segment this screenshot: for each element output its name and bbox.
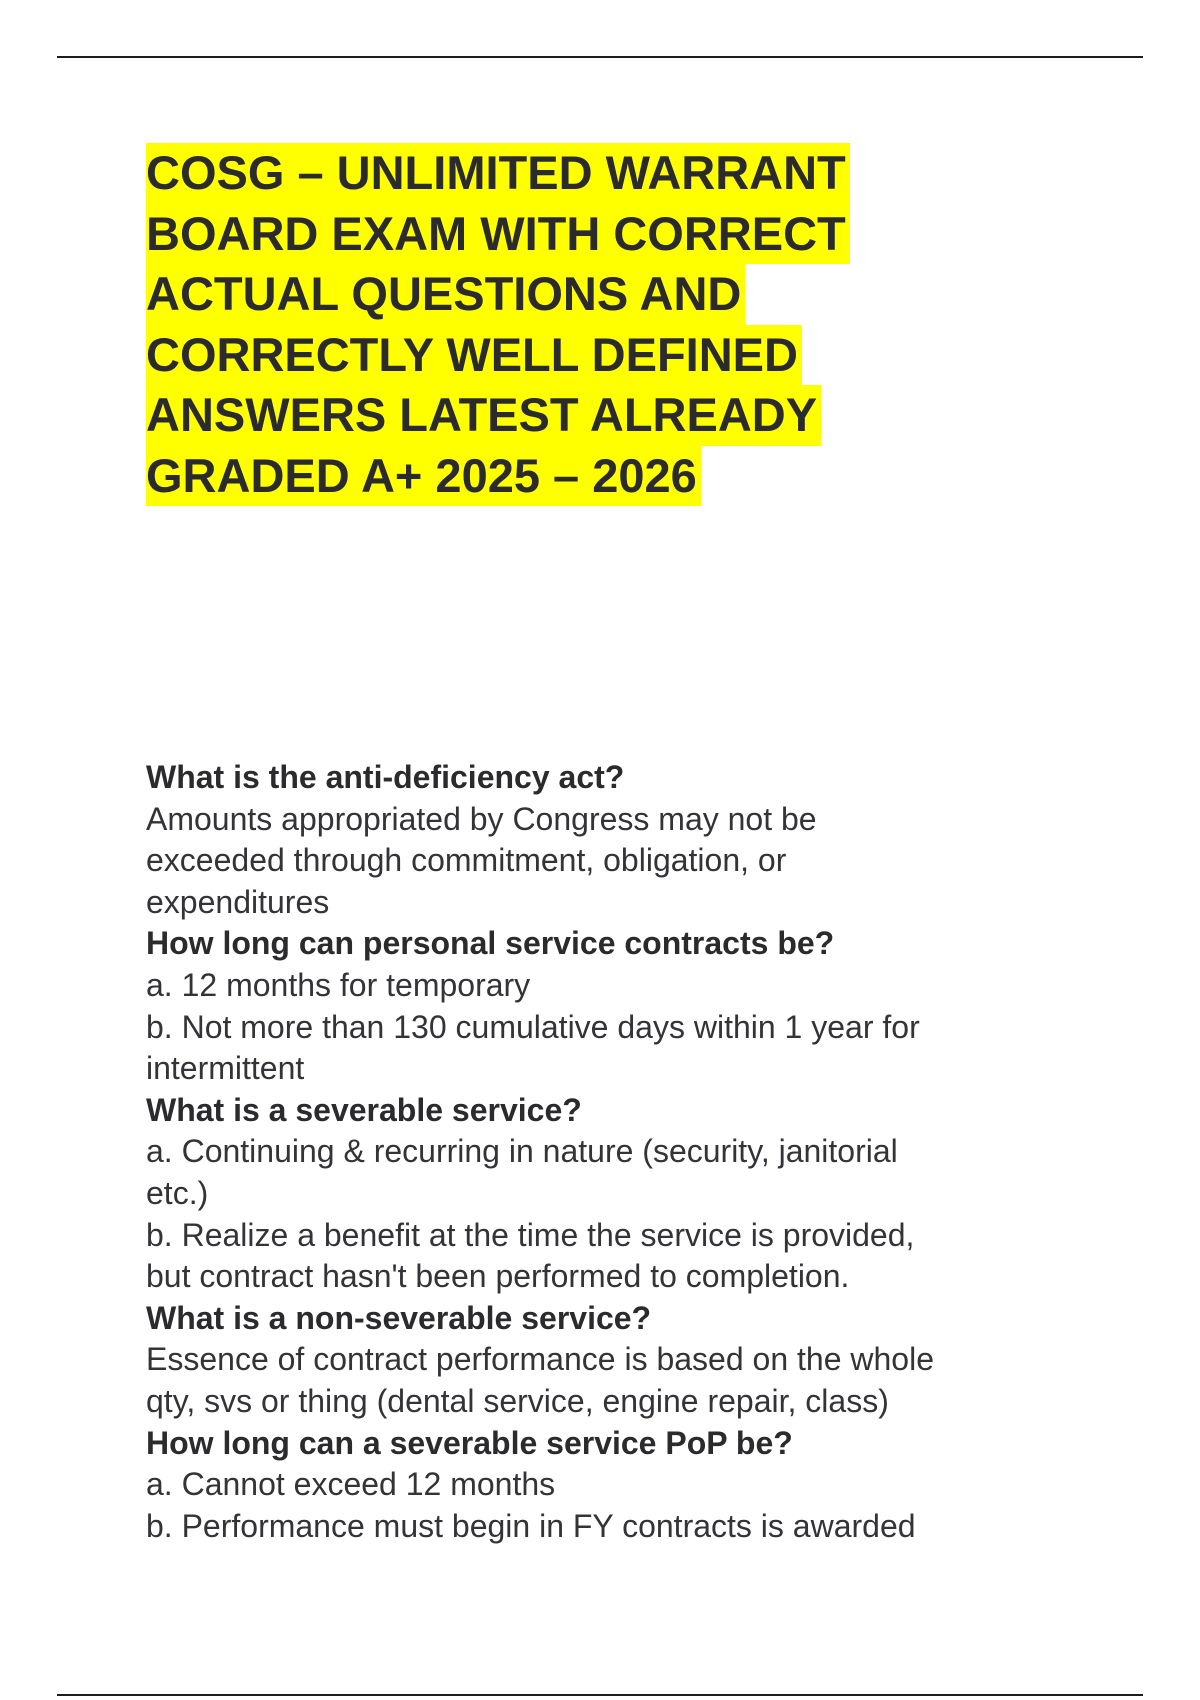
answer-line: a. Continuing & recurring in nature (security, janitorial [146,1133,898,1170]
title-line: CORRECTLY WELL DEFINED [146,325,802,386]
answer-line: a. 12 months for temporary [146,966,531,1003]
answer-line: expenditures [146,883,330,920]
question: What is the anti-deficiency act? [146,759,625,795]
answer-line: exceeded through commitment, obligation, or [146,842,787,879]
answer-line: but contract hasn't been performed to completion. [146,1258,850,1295]
title-line: GRADED A+ 2025 – 2026 [146,446,701,507]
answer-line: b. Not more than 130 cumulative days within 1 year for [146,1008,920,1045]
answer-line: Amounts appropriated by Congress may not be [146,800,817,837]
document-title [146,143,1046,506]
bottom-rule [57,1694,1143,1696]
qa-list [146,757,1066,1547]
qa-item-non-severable [146,1298,1066,1423]
qa-item-severable-pop [146,1423,1066,1548]
question: How long can personal service contracts be? [146,925,835,962]
title-line: BOARD EXAM WITH CORRECT [146,204,850,265]
question: What is a severable service? [146,1091,582,1128]
title-line: COSG – UNLIMITED WARRANT [146,143,850,204]
answer-line: a. Cannot exceed 12 months [146,1466,556,1503]
title-line: ACTUAL QUESTIONS AND [146,264,745,325]
qa-item-personal-service [146,923,1066,1089]
answer-line: qty, svs or thing (dental service, engine repair, class) [146,1382,889,1419]
answer-line: b. Performance must begin in FY contracts is awarded [146,1507,916,1544]
question: How long can a severable service PoP be? [146,1424,793,1461]
answer-line: etc.) [146,1174,209,1211]
qa-item-anti-deficiency [146,757,1066,923]
answer-line: b. Realize a benefit at the time the service is provided, [146,1216,915,1253]
question: What is a non-severable service? [146,1299,652,1336]
top-rule [57,56,1143,58]
qa-item-severable [146,1090,1066,1298]
title-line: ANSWERS LATEST ALREADY [146,385,821,446]
answer-line: intermittent [146,1050,305,1087]
answer-line: Essence of contract performance is based on the whole [146,1341,934,1378]
